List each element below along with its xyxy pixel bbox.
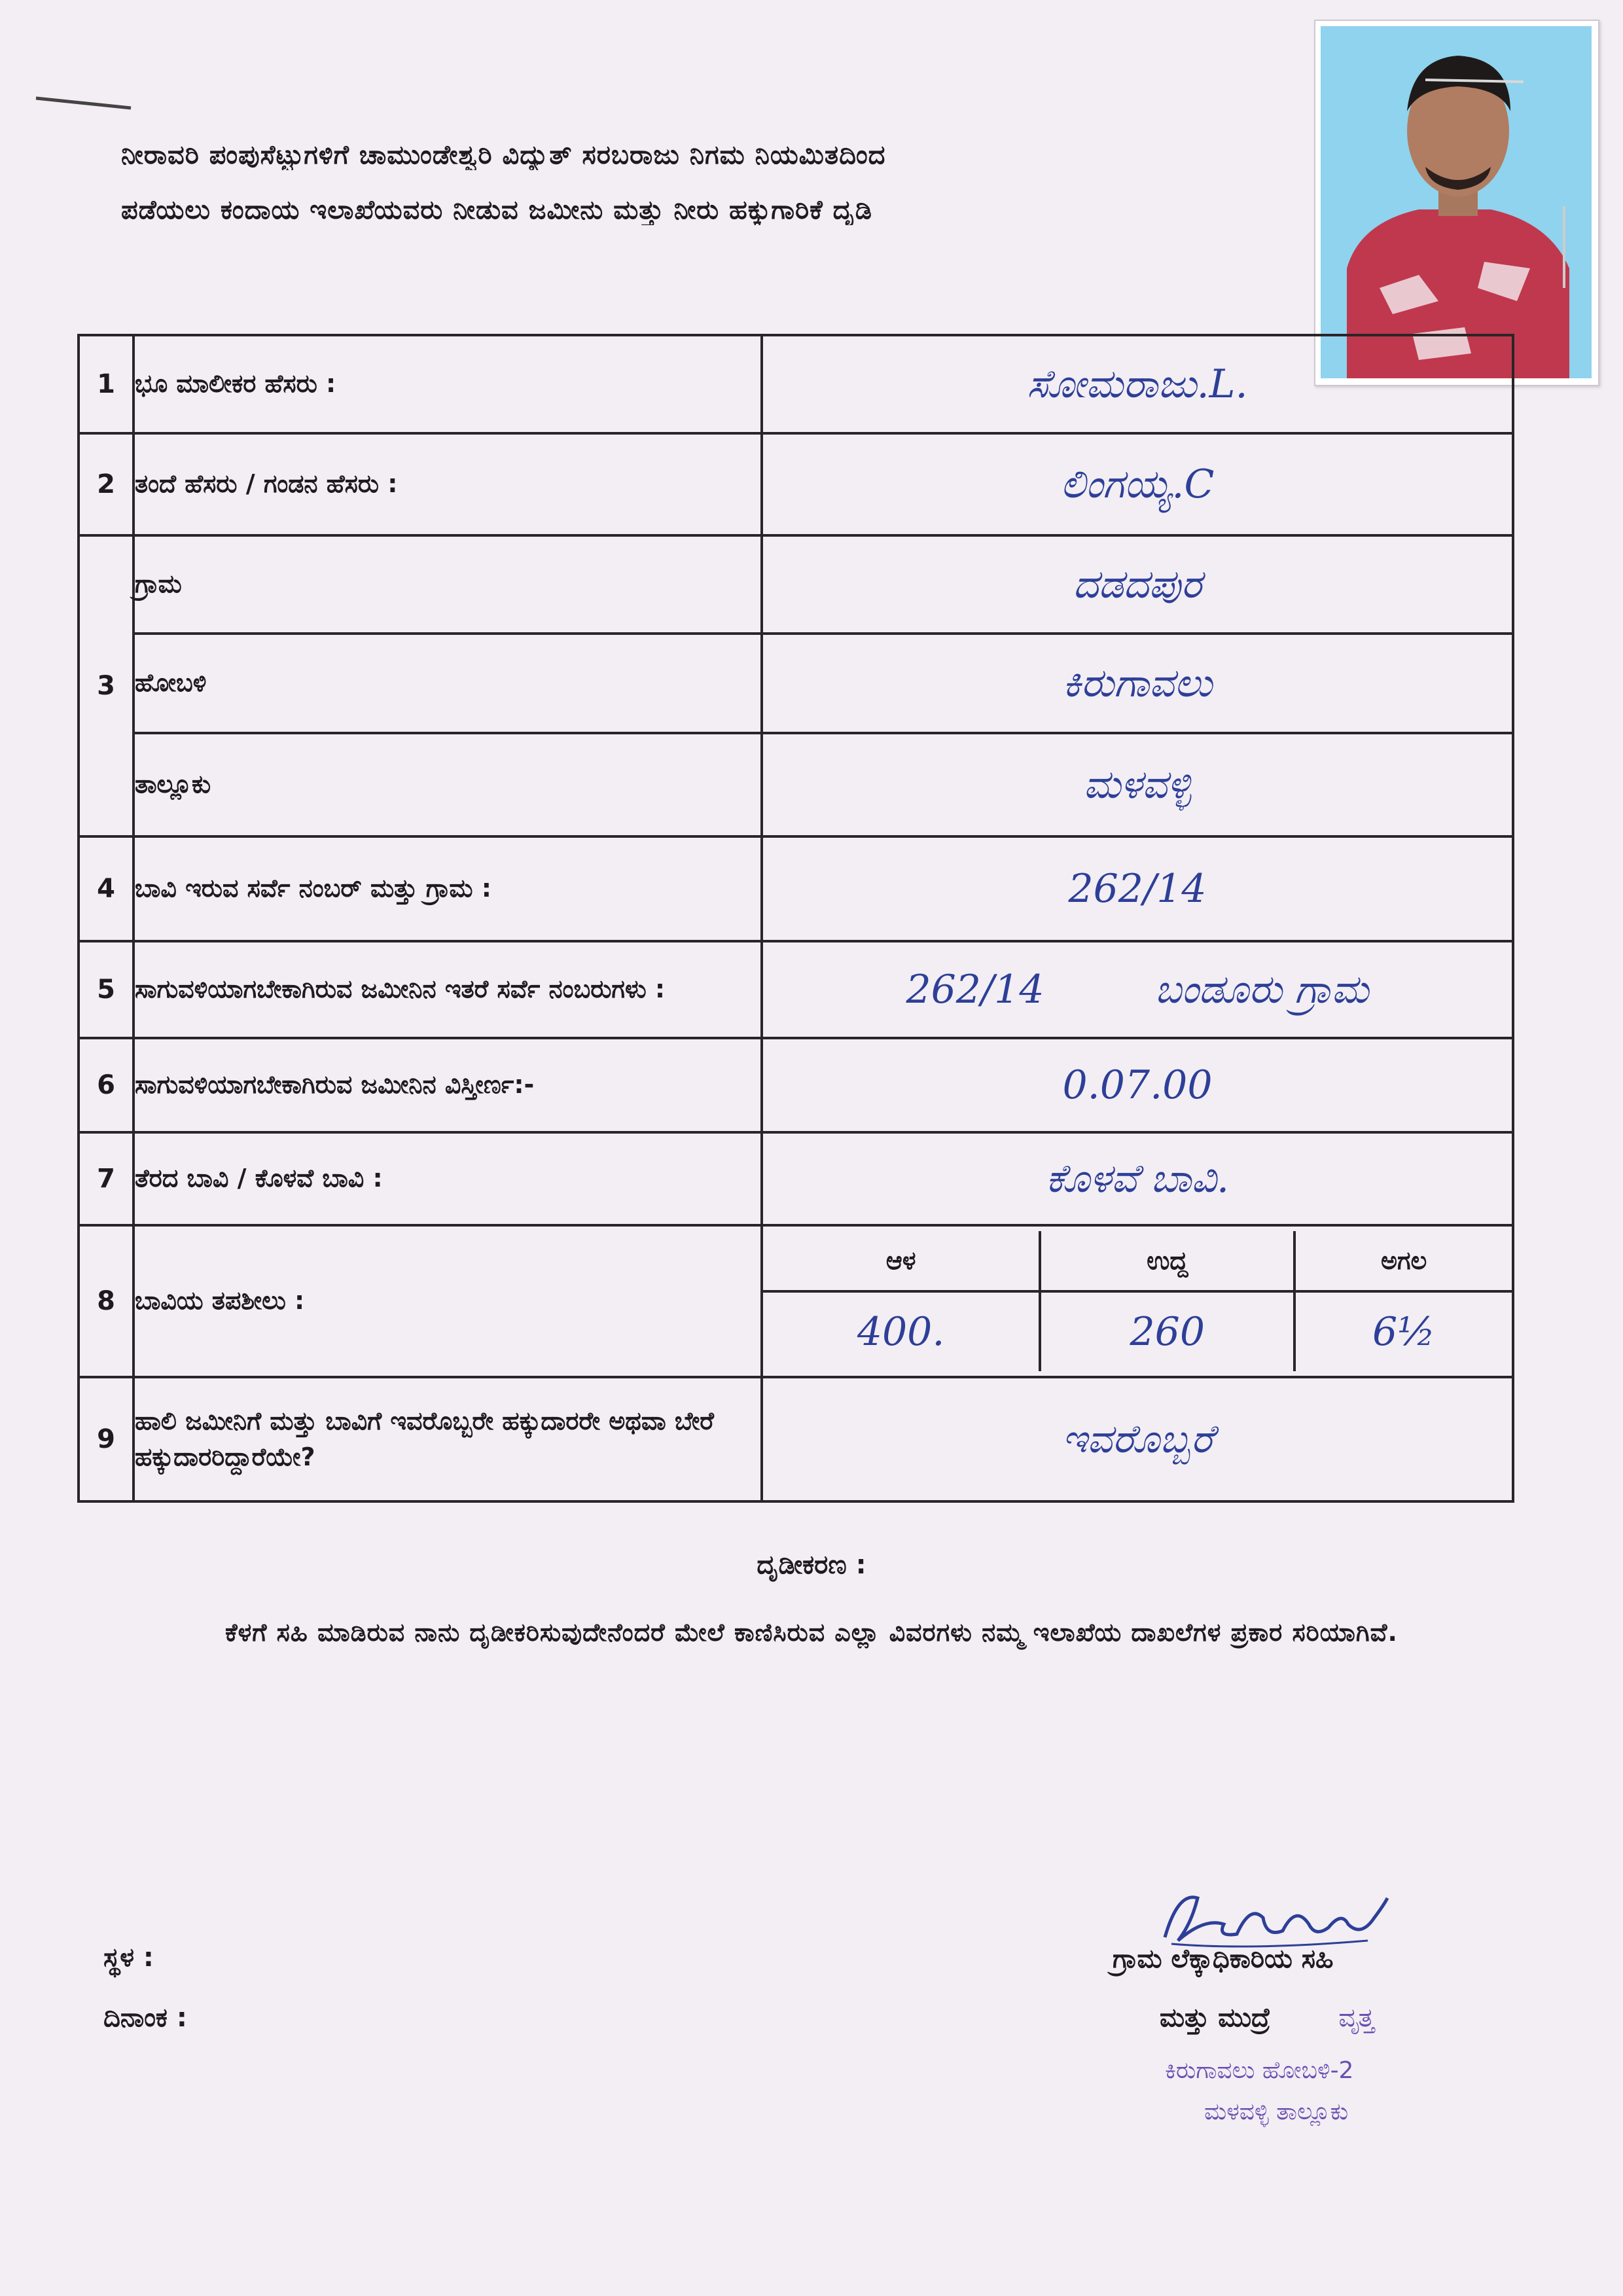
other-survey-village-value: ಬಂಡೂರು ಗ್ರಾಮ [1154,967,1369,1013]
well-survey-number-value: 262/14 [762,836,1513,941]
width-header: ಅಗಲ [1294,1231,1512,1291]
header-line-2: ಪಡೆಯಲು ಕಂದಾಯ ಇಲಾಖೆಯವರು ನೀಡುವ ಜಮೀನು ಮತ್ತು ನೀರು ಹಕ್ಕುಗಾರಿಕೆ ದೃಡಿ [121,195,872,225]
hobli-label: ಹೋಬಳಿ [134,634,762,733]
land-extent-label: ಸಾಗುವಳಿಯಾಗಬೇಕಾಗಿರುವ ಜಮೀನಿನ ವಿಸ್ತೀರ್ಣ:- [134,1038,762,1132]
table-row [79,1132,1513,1225]
table-row [79,1377,1513,1501]
taluk-value: ಮಳವಳ್ಳಿ [762,733,1513,836]
well-type-label: ತೆರದ ಬಾವಿ / ಕೊಳವೆ ಬಾವಿ : [134,1132,762,1225]
other-survey-numbers-value: 262/14 [906,967,1044,1013]
row-number: 6 [79,1038,134,1132]
row-number: 4 [79,836,134,941]
other-survey-numbers-label: ಸಾಗುವಳಿಯಾಗಬೇಕಾಗಿರುವ ಜಮೀನಿನ ಇತರೆ ಸರ್ವೆ ನಂಬರುಗಳು : [134,941,762,1038]
row-number: 1 [79,335,134,433]
depth-value: 400. [763,1291,1040,1371]
applicant-photo [1314,20,1599,386]
other-survey-numbers-cell [762,941,1513,1038]
header-line-1: ನೀರಾವರಿ ಪಂಪುಸೆಟ್ಟುಗಳಿಗೆ ಚಾಮುಂಡೇಶ್ವರಿ ವಿದ್ಯುತ್ ಸರಬರಾಜು ನಿಗಮ ನಿಯಮಿತದಿಂದ [121,140,886,170]
village-value: ದಡದಪುರ [762,535,1513,634]
row-number: 5 [79,941,134,1038]
certification-heading: ದೃಡೀಕರಣ : [757,1550,866,1580]
stamp-line-2: ಮಳವಳ್ಳಿ ತಾಲ್ಲೂಕು [1204,2098,1349,2125]
signature-label-line2-text: ಮತ್ತು ಮುದ್ರೆ [1160,2003,1271,2033]
sole-owner-answer-value: ಇವರೊಬ್ಬರೆ [762,1377,1513,1501]
well-details-label: ಬಾವಿಯ ತಪಶೀಲು : [134,1225,762,1377]
row-number: 2 [79,433,134,535]
row-number: 7 [79,1132,134,1225]
table-row [79,1225,1513,1377]
staple-mark-icon [33,92,137,118]
signature-label-line2 [1160,2003,1374,2033]
table-row [79,836,1513,941]
hobli-value: ಕಿರುಗಾವಲು [762,634,1513,733]
table-row [79,941,1513,1038]
taluk-label: ತಾಲ್ಲೂಕು [134,733,762,836]
stamp-line-1: ಕಿರುಗಾವಲು ಹೋಬಳಿ-2 [1165,2057,1354,2084]
table-row [79,1038,1513,1132]
owner-name-label: ಭೂ ಮಾಲೀಕರ ಹೆಸರು : [134,335,762,433]
well-dimensions-table [763,1231,1512,1371]
table-row [79,335,1513,433]
row-number: 8 [79,1225,134,1377]
table-row [79,733,1513,836]
date-label: ದಿನಾಂಕ : [103,2003,187,2033]
place-label: ಸ್ಥಳ : [103,1943,154,1973]
person-photo-icon [1321,26,1592,378]
length-value: 260 [1040,1291,1294,1371]
row-number: 3 [79,535,134,836]
depth-header: ಆಳ [763,1231,1040,1291]
well-survey-number-label: ಬಾವಿ ಇರುವ ಸರ್ವೆ ನಂಬರ್ ಮತ್ತು ಗ್ರಾಮ : [134,836,762,941]
well-type-value: ಕೊಳವೆ ಬಾವಿ. [762,1132,1513,1225]
father-husband-name-label: ತಂದೆ ಹೆಸರು / ಗಂಡನ ಹೆಸರು : [134,433,762,535]
certification-text: ಕೆಳಗೆ ಸಹಿ ಮಾಡಿರುವ ನಾನು ದೃಡೀಕರಿಸುವುದೇನೆಂದರೆ ಮೇಲೆ ಕಾಣಿಸಿರುವ ಎಲ್ಲಾ ವಿವರಗಳು ನಮ್ಮ ಇಲಾಖೆಯ ದಾಖಲೆಗಳ ಪ್ರಕಾರ ಸರಿಯಾಗಿವೆ. [225,1618,1398,1647]
table-row [79,634,1513,733]
owner-name-value: ಸೋಮರಾಜು.L. [762,335,1513,433]
table-row [79,535,1513,634]
row-number: 9 [79,1377,134,1501]
village-label: ಗ್ರಾಮ [134,535,762,634]
table-row [79,433,1513,535]
official-stamp [1165,2050,1353,2132]
signature-label-line1: ಗ್ರಾಮ ಲೆಕ್ಕಾಧಿಕಾರಿಯ ಸಹಿ [1113,1944,1334,1974]
land-water-rights-table [77,334,1514,1503]
width-value: 6½ [1294,1291,1512,1371]
signature-block [1113,1878,1479,2193]
length-header: ಉದ್ದ [1040,1231,1294,1291]
father-husband-name-value: ಲಿಂಗಯ್ಯ.C [762,433,1513,535]
land-extent-value: 0.07.00 [762,1038,1513,1132]
sole-owner-question-label: ಹಾಲಿ ಜಮೀನಿಗೆ ಮತ್ತು ಬಾವಿಗೆ ಇವರೊಬ್ಬರೇ ಹಕ್ಕುದಾರರೇ ಅಥವಾ ಬೇರೆ ಹಕ್ಕುದಾರರಿದ್ದಾರೆಯೇ? [134,1377,762,1501]
well-details-cell [762,1225,1513,1377]
stamp-suffix: ವೃತ್ತ [1338,2003,1375,2033]
